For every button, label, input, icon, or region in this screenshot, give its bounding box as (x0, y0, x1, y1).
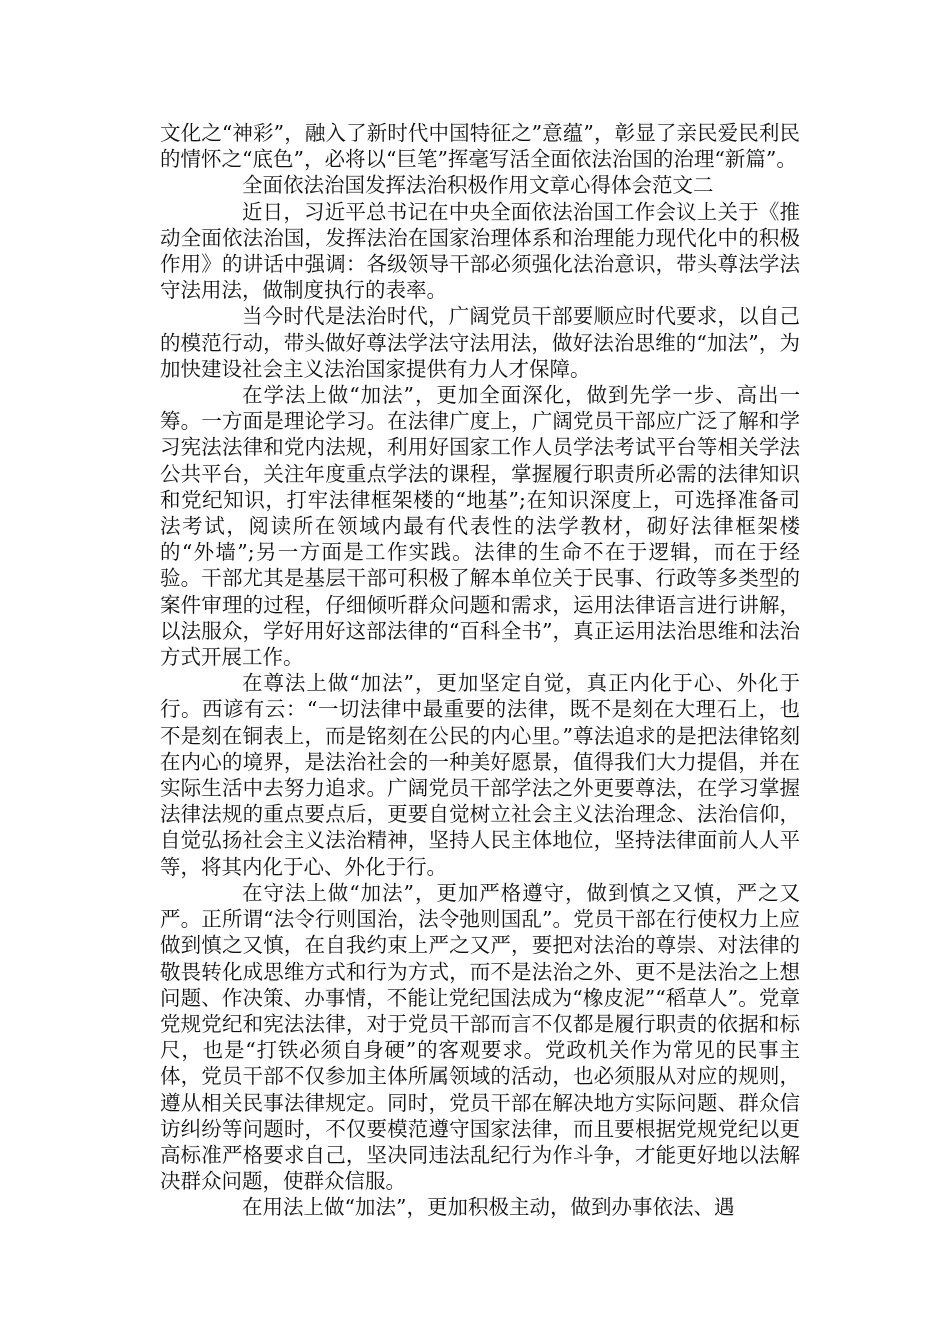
paragraph: 在尊法上做“加法”，更加坚定自觉，真正内化于心、外化于行。西谚有云：“一切法律中最重要的法律，既不是刻在大理石上，也不是刻在铜表上，而是铭刻在公民的内心里。”尊法追求的是把法律铭刻在内心的境界，是法治社会的一种美好愿景，值得我们大力提倡，并在实际生活中去努力追求。广阔党员干部学法之外更要尊法，在学习掌握法律法规的重点要点后，更要自觉树立社会主义法治理念、法治信仰，自觉弘扬社会主义法治精神，坚持人民主体地位，坚持法律面前人人平等，将其内化于心、外化于行。 (160, 671, 800, 879)
paragraph: 当今时代是法治时代，广阔党员干部要顺应时代要求，以自己的模范行动，带头做好尊法学法守法用法，做好法治思维的“加法”，为加快建设社会主义法治国家提供有力人才保障。 (160, 304, 800, 381)
paragraph: 文化之“神彩”，融入了新时代中国特征之”意蕴”，彰显了亲民爱民利民的情怀之“底色”，必将以“巨笔”挥毫写活全面依法治国的治理“新篇”。 (160, 121, 800, 172)
paragraph: 在学法上做“加法”，更加全面深化，做到先学一步、高出一筹。一方面是理论学习。在法律广度上，广阔党员干部应广泛了解和学习宪法法律和党内法规，利用好国家工作人员学法考试平台等相关学法公共平台，关注年度重点学法的课程，掌握履行职责所必需的法律知识和党纪知识，打牢法律框架楼的“地基”;在知识深度上，可选择准备司法考试，阅读所在领域内最有代表性的法学教材，砌好法律框架楼的“外墙”;另一方面是工作实践。法律的生命不在于逻辑，而在于经验。干部尤其是基层干部可积极了解本单位关于民事、行政等多类型的案件审理的过程，仔细倾听群众问题和需求，运用法律语言进行讲解，以法服众，学好用好这部法律的“百科全书”，真正运用法治思维和法治方式开展工作。 (160, 383, 800, 670)
paragraph: 在用法上做“加法”，更加积极主动，做到办事依法、遇 (242, 1195, 735, 1220)
document-page (160, 120, 800, 1221)
section-title: 全面依法治国发挥法治积极作用文章心得体会范文二 (242, 173, 714, 198)
paragraph: 近日，习近平总书记在中央全面依法治国工作会议上关于《推动全面依法治国，发挥法治在国家治理体系和治理能力现代化中的积极作用》的讲话中强调：各级领导干部必须强化法治意识，带头尊法学法守法用法，做制度执行的表率。 (160, 199, 800, 303)
paragraph: 在守法上做“加法”，更加严格遵守，做到慎之又慎，严之又严。正所谓“法令行则国治，法令弛则国乱”。党员干部在行使权力上应做到慎之又慎，在自我约束上严之又严，要把对法治的尊崇、对法律的敬畏转化成思维方式和行为方式，而不是法治之外、更不是法治之上想问题、作决策、办事情，不能让党纪国法成为“橡皮泥”“稻草人”。党章党规党纪和宪法法律，对于党员干部而言不仅都是履行职责的依据和标尺，也是“打铁必须自身硬”的客观要求。党政机关作为常见的民事主体，党员干部不仅参加主体所属领域的活动，也必须服从对应的规则，遵从相关民事法律规定。同时，党员干部在解决地方实际问题、群众信访纠纷等问题时，不仅要模范遵守国家法律，而且要根据党规党纪以更高标准严格要求自己，坚决同违法乱纪行为作斗争，才能更好地以法解决群众问题，使群众信服。 (160, 880, 800, 1194)
